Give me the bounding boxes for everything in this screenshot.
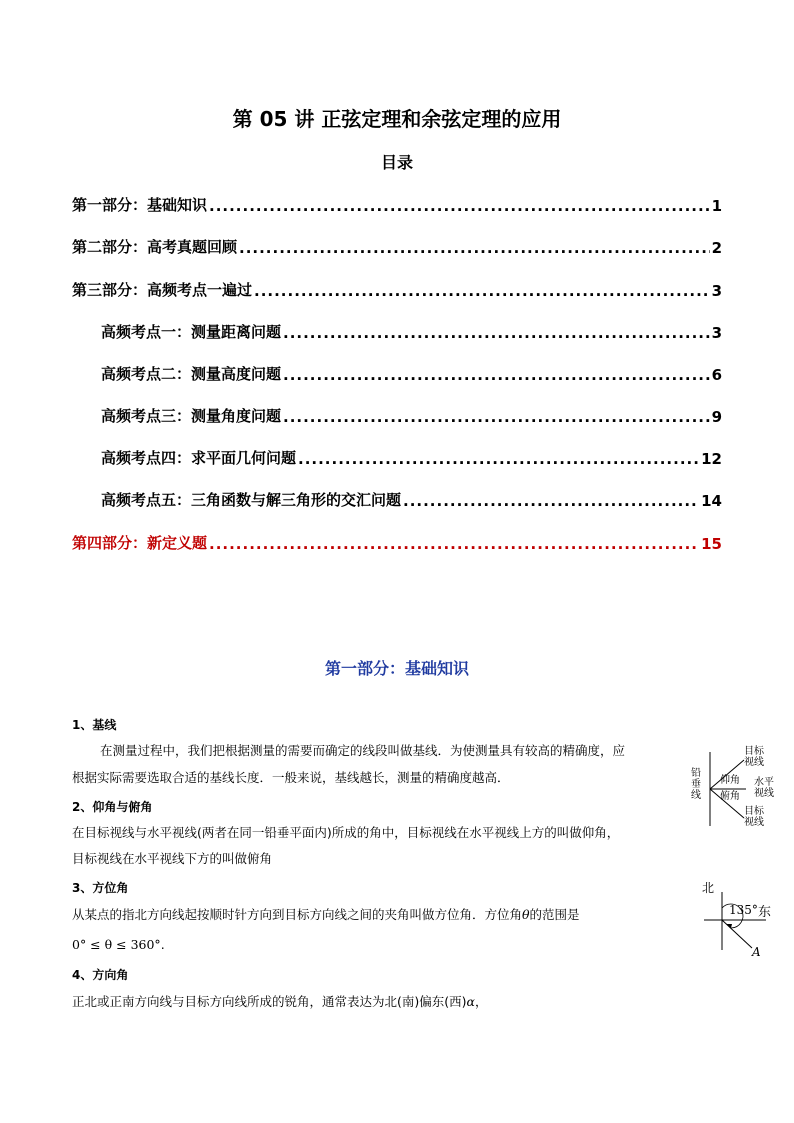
target-lower-label: 视线 — [744, 817, 764, 828]
toc-entry-label: 高频考点五：三角函数与解三角形的交汇问题 — [101, 491, 402, 509]
horizontal-line-label: 水平 — [754, 777, 774, 788]
toc-entry[interactable] — [101, 362, 722, 384]
toc-entry-label: 高频考点二：测量高度问题 — [101, 365, 282, 383]
paragraph-text: 从某点的指北方向线起按顺时针方向到目标方向线之间的夹角叫做方位角．方位角 — [72, 907, 523, 922]
paragraph-line: 根据实际需要选取合适的基线长度．一般来说，基线越长，测量的精确度越高． — [72, 770, 510, 785]
toc-entry-page: 14 — [701, 492, 722, 510]
toc-entry-page: 3 — [711, 282, 722, 300]
target-lower-label: 目标 — [744, 806, 764, 817]
paragraph-line — [72, 904, 580, 926]
vertical-line-label: 铅 — [691, 768, 701, 779]
toc-leader — [283, 324, 710, 342]
elevation-depression-diagram — [686, 742, 786, 830]
toc-entry[interactable] — [72, 193, 722, 215]
paragraph-text: 正北或正南方向线与目标方向线所成的锐角，通常表达为北(南)偏东(西) — [72, 994, 467, 1009]
toc-entry-label: 第二部分：高考真题回顾 — [72, 238, 238, 256]
vertical-line-label: 垂 — [691, 779, 701, 790]
toc-leader — [298, 450, 699, 468]
toc-leader — [239, 239, 710, 257]
toc-entry-label: 第三部分：高频考点一遍过 — [72, 281, 253, 299]
item-heading: 3、方位角 — [72, 881, 129, 895]
page-title: 第 05 讲 正弦定理和余弦定理的应用 — [232, 107, 562, 131]
paragraph-line — [72, 934, 165, 956]
toc-leader — [254, 282, 710, 300]
section-title: 第一部分：基础知识 — [324, 659, 469, 678]
toc-entry-label: 高频考点一：测量距离问题 — [101, 323, 282, 341]
toc-entry-page: 2 — [711, 239, 722, 257]
toc-leader — [209, 535, 699, 553]
toc-leader — [403, 492, 699, 510]
target-upper-label: 视线 — [744, 757, 764, 768]
toc-entry[interactable] — [101, 488, 722, 510]
toc-heading: 目录 — [380, 153, 413, 172]
toc-entry[interactable] — [101, 446, 722, 468]
toc-entry-label: 高频考点三：测量角度问题 — [101, 407, 282, 425]
alpha-symbol: α — [466, 994, 475, 1009]
vertical-line-label: 线 — [691, 790, 701, 801]
depression-angle-label: 俯角 — [720, 791, 740, 802]
toc-entry-page: 1 — [711, 197, 722, 215]
toc-entry[interactable] — [72, 531, 722, 553]
toc-entry-page: 15 — [701, 535, 722, 553]
point-label: A — [752, 945, 761, 959]
theta-symbol: θ — [522, 907, 530, 922]
item-heading: 2、仰角与俯角 — [72, 800, 153, 814]
toc-entry[interactable] — [101, 404, 722, 426]
azimuth-diagram — [696, 876, 786, 962]
toc-entry[interactable] — [72, 278, 722, 300]
toc-entry-label: 第一部分：基础知识 — [72, 196, 208, 214]
north-label: 北 — [702, 881, 715, 895]
paragraph-text: ， — [474, 994, 488, 1009]
azimuth-range: 0° ≤ θ ≤ 360° — [72, 937, 161, 952]
toc-entry-page: 12 — [701, 450, 722, 468]
paragraph-line: 目标视线在水平视线下方的叫做俯角 — [72, 851, 273, 866]
toc-entry-page: 3 — [711, 324, 722, 342]
toc-leader — [283, 366, 710, 384]
elevation-angle-label: 仰角 — [720, 775, 740, 786]
east-label: 东 — [758, 905, 772, 920]
target-upper-label: 目标 — [744, 746, 764, 757]
toc-entry-label: 第四部分：新定义题 — [72, 534, 208, 552]
angle-label: 135° — [729, 903, 758, 917]
toc-leader — [283, 408, 710, 426]
item-heading: 1、基线 — [72, 718, 117, 732]
toc-leader — [209, 197, 710, 215]
toc-entry-page: 9 — [711, 408, 722, 426]
paragraph-line: 在测量过程中，我们把根据测量的需要而确定的线段叫做基线．为使测量具有较高的精确度，应 — [100, 743, 626, 758]
toc-entry-page: 6 — [711, 366, 722, 384]
paragraph-text: 的范围是 — [529, 907, 580, 922]
toc-entry-label: 高频考点四：求平面几何问题 — [101, 449, 297, 467]
item-heading: 4、方向角 — [72, 968, 129, 982]
toc-entry[interactable] — [72, 235, 722, 257]
paragraph-line: 在目标视线与水平视线(两者在同一铅垂平面内)所成的角中，目标视线在水平视线上方的叫做仰角， — [72, 825, 620, 840]
paragraph-text: . — [160, 937, 165, 952]
paragraph-line — [72, 991, 487, 1013]
horizontal-line-label: 视线 — [754, 788, 774, 799]
toc-entry[interactable] — [101, 320, 722, 342]
